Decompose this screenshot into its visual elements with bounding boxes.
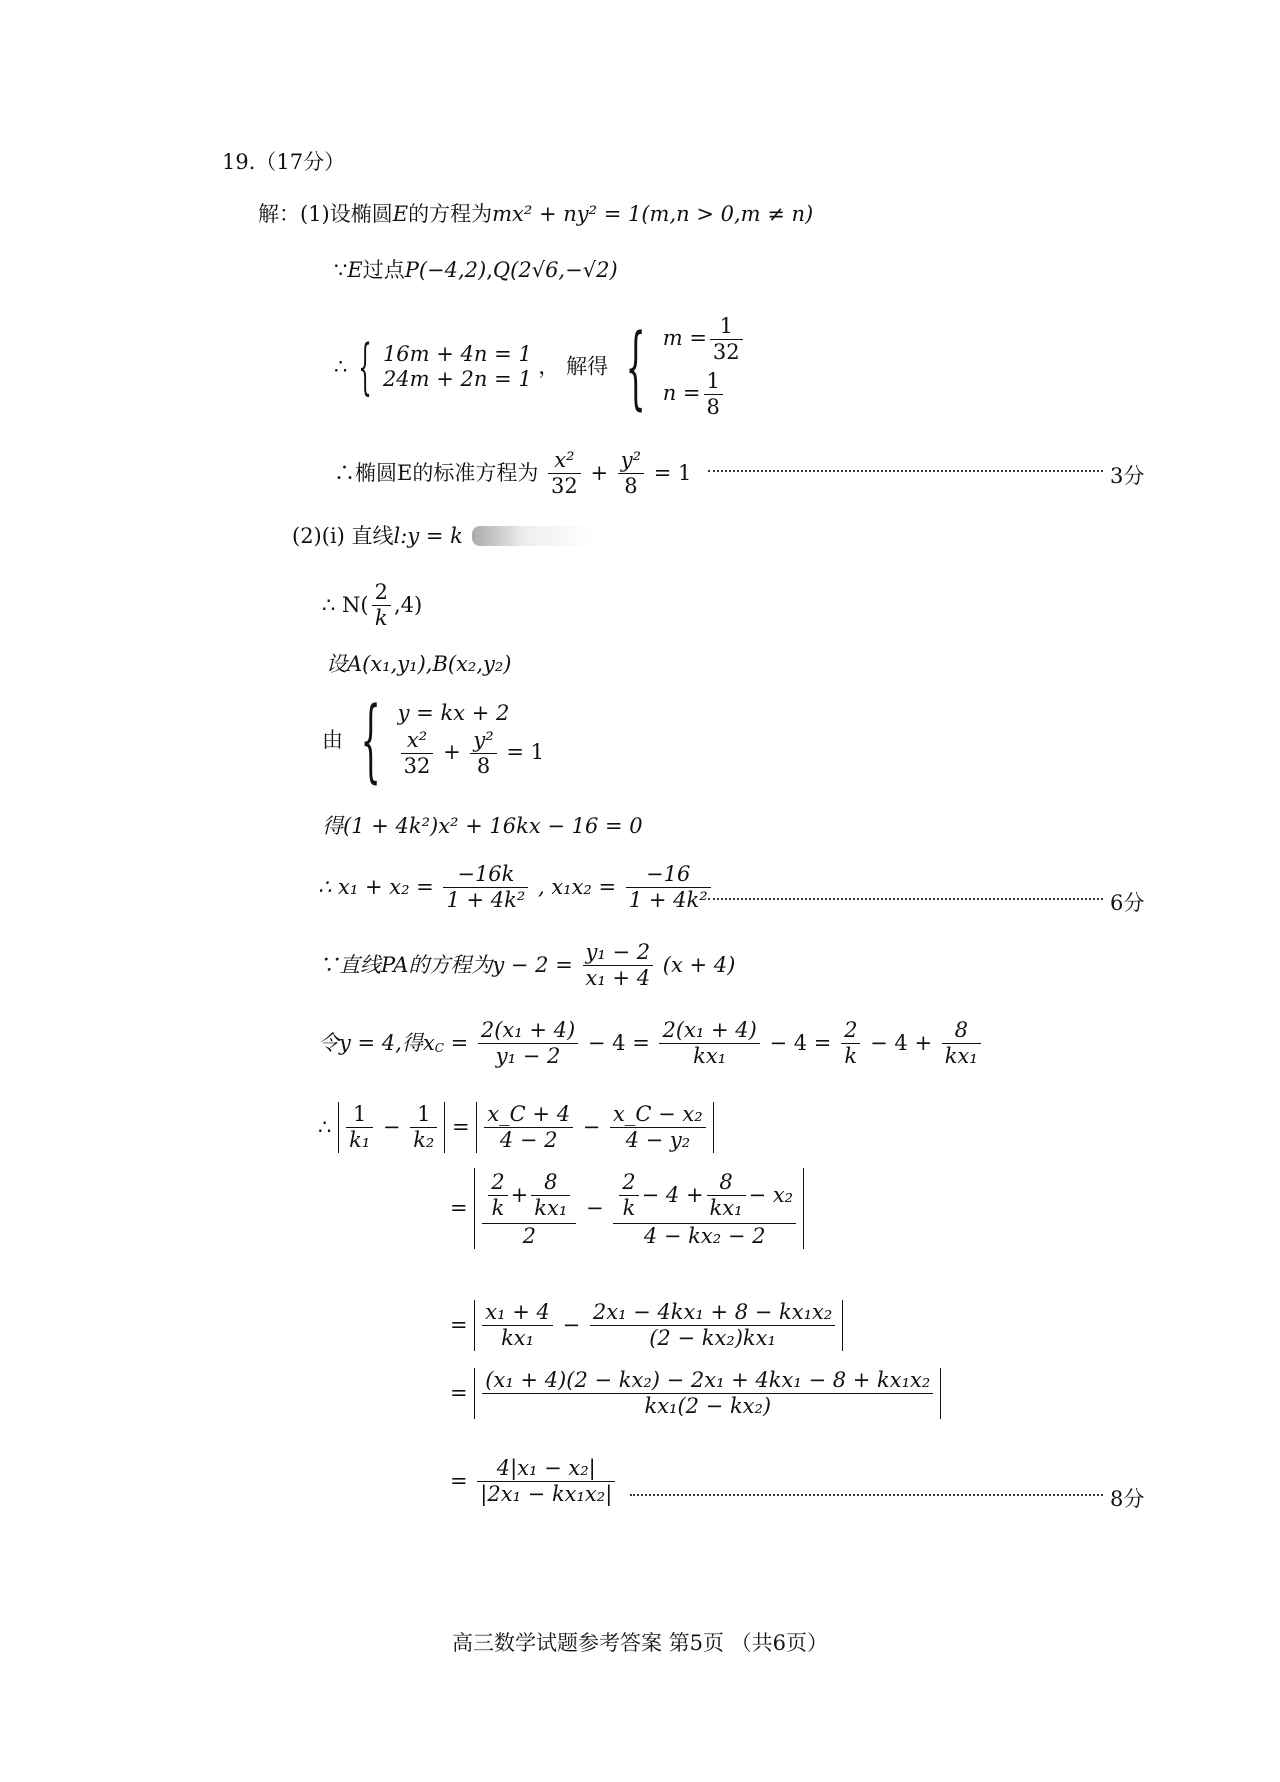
r3-minus: − (562, 1313, 581, 1337)
system-line (334, 312, 746, 422)
system-eq-2: 24m + 2n = 1 (382, 367, 532, 391)
point-p: P(−4,2) (404, 258, 487, 282)
part1-intro (258, 204, 813, 225)
set-text: 设椭圆 (329, 202, 393, 226)
r2-8-num: 8 (531, 1170, 570, 1196)
standard-text: ∴椭圆E的标准方程为 (334, 461, 539, 485)
pa-num: y₁ − 2 (583, 940, 654, 966)
m-den: 32 (712, 340, 740, 364)
m-fraction (710, 314, 743, 365)
vieta-num1: −16k (443, 862, 528, 888)
vieta-mid: , x₁x₂ = (537, 875, 617, 899)
r2-right-den: 4 − kx₂ − 2 (643, 1224, 766, 1248)
r2-2k-b (619, 1170, 638, 1221)
inv-k1 (346, 1102, 373, 1153)
xc-den3: k (844, 1044, 858, 1068)
problem-number (222, 152, 345, 173)
r5-den: |2x₁ − kx₁x₂| (480, 1482, 613, 1506)
through-text: 过点 (362, 258, 405, 282)
ellipse-name: E (392, 202, 409, 226)
vieta-den2: 1 + 4k² (628, 888, 708, 912)
smudge-mark (472, 526, 622, 546)
ellipse-conditions: (m,n > 0,m ≠ n) (641, 202, 814, 226)
left-brace-3: { (360, 688, 381, 793)
eq-text: 的方程为 (408, 202, 493, 226)
abs-row-1 (318, 1102, 714, 1153)
xc-frac3 (841, 1018, 860, 1069)
point-n-line (322, 580, 422, 631)
n-num: 1 (704, 369, 723, 395)
sys-y2-den: 8 (476, 753, 491, 778)
r2-2k-b-den: k (622, 1196, 636, 1220)
solve-text: ， 解得 (538, 354, 609, 379)
r2-2k (488, 1170, 507, 1221)
part2-label: (2)(i) 直线 (292, 524, 394, 548)
abs-row-2 (450, 1168, 804, 1249)
xc-den1: y₁ − 2 (495, 1044, 561, 1068)
r5-num: 4|x₁ − x₂| (477, 1456, 615, 1482)
xc-num2: 2(x₁ + 4) (659, 1018, 759, 1044)
k-diff-abs (338, 1102, 445, 1153)
system-eq-1: 16m + 4n = 1 (382, 342, 532, 366)
abs-row-3 (450, 1300, 843, 1351)
r1-den-a: 4 − 2 (499, 1128, 558, 1152)
problem-score: （17分） (255, 150, 346, 174)
r3-num-a: x₁ + 4 (482, 1300, 553, 1326)
m-num: 1 (710, 314, 743, 340)
page-footer: 高三数学试题参考答案 第5页 （共6页） (451, 1631, 829, 1655)
problem-number-text: 19. (222, 150, 256, 174)
set-ab-line (326, 654, 511, 675)
r2-frac-left (482, 1168, 576, 1249)
inv-k2-num: 1 (410, 1102, 437, 1128)
r1-num-b: x_C − x₂ (610, 1102, 706, 1128)
minus4-plus: − 4 + (870, 1031, 933, 1055)
solution-values (663, 312, 746, 422)
inv-k1-den: k₁ (349, 1128, 371, 1152)
minus4-2: − 4 = (769, 1031, 832, 1055)
let-y: 令y = 4,得x (318, 1031, 435, 1055)
part2-line-def (292, 526, 463, 547)
sys-x2-num: x² (401, 728, 434, 754)
m-eq: m = (662, 326, 707, 350)
ellipse-name-2: E (347, 258, 363, 282)
r1-num-a: x_C + 4 (484, 1102, 573, 1128)
inv-k2-den: k₂ (413, 1128, 435, 1152)
r2-plus: + (510, 1183, 529, 1207)
x2-den: 32 (551, 474, 578, 498)
from-text: 由 (322, 728, 343, 752)
r2-num-tail: − x₂ (748, 1183, 794, 1207)
r2-minus: − (585, 1196, 604, 1220)
dotted-leader-3 (708, 470, 1103, 472)
r2-8kx1 (531, 1170, 570, 1221)
n-fraction-2k (372, 580, 391, 631)
pa-prefix: ∵直线PA的方程为y − 2 = (318, 953, 573, 977)
n-solution (663, 367, 746, 422)
r1-frac-a (484, 1102, 573, 1153)
ellipse-general-eq: mx² + ny² = 1 (492, 202, 642, 226)
solve-prefix: 解： (258, 202, 300, 226)
left-brace: { (358, 332, 372, 402)
r2-2k-b-num: 2 (619, 1170, 638, 1196)
r3-den-b: (2 − kx₂)kx₁ (649, 1326, 776, 1350)
xc-line (318, 1018, 984, 1069)
xc-den4: kx₁ (944, 1044, 978, 1068)
xc-num1: 2(x₁ + 4) (478, 1018, 578, 1044)
r4-abs (474, 1368, 941, 1419)
r3-abs (474, 1300, 843, 1351)
r3-frac-b (590, 1300, 835, 1351)
r5-frac (477, 1456, 615, 1507)
r1-minus: − (582, 1115, 601, 1139)
r2-8-b-num: 8 (707, 1170, 746, 1196)
r1-den-b: 4 − y₂ (625, 1128, 691, 1152)
n-prefix: ∴ N( (322, 593, 369, 617)
y2-num: y² (618, 448, 644, 474)
plus-sign-2: + (443, 739, 461, 764)
vieta-prod-frac (626, 862, 711, 913)
sys-x2-frac (401, 728, 434, 779)
vieta-num2: −16 (626, 862, 711, 888)
standard-equation-line (334, 448, 691, 499)
score-6: 6分 (1110, 891, 1145, 915)
r2-8kx1-b (707, 1170, 746, 1221)
point-q: Q(2√6,−√2) (492, 258, 618, 282)
pa-suffix: (x + 4) (662, 953, 736, 977)
inv-k2 (410, 1102, 437, 1153)
n-frac-num: 2 (372, 580, 391, 606)
set-ab: 设A(x₁,y₁),B(x₂,y₂) (326, 652, 512, 676)
dotted-leader-8 (630, 1494, 1103, 1496)
std-tail: = 1 (653, 461, 692, 485)
xc-frac2 (659, 1018, 759, 1069)
sys-x2-den: 32 (403, 753, 431, 778)
abs-therefore: ∴ (318, 1115, 332, 1139)
because-symbol: ∵ (334, 258, 348, 282)
score-3: 3分 (1110, 464, 1145, 488)
plus-sign: + (590, 461, 609, 485)
r3-frac-a (482, 1300, 553, 1351)
ellipse-eq (398, 726, 544, 781)
system2-line (322, 688, 544, 793)
r4-frac (482, 1368, 933, 1419)
vieta-den1: 1 + 4k² (446, 888, 526, 912)
system-equations (383, 342, 532, 392)
r3-den-a: kx₁ (501, 1326, 535, 1350)
eq-3: = (450, 1196, 468, 1220)
pa-frac (583, 940, 654, 991)
m-solution (663, 312, 746, 367)
minus-k: − (382, 1115, 401, 1139)
eq-5: = (450, 1381, 468, 1405)
r1-abs (476, 1102, 713, 1153)
r2-2k-den: k (491, 1196, 505, 1220)
part1-label: (1) (300, 202, 330, 226)
vieta-sum-frac (443, 862, 528, 913)
sys-y2-num: y² (470, 728, 496, 754)
r2-frac-right (613, 1168, 796, 1249)
minus4-1: − 4 = (587, 1031, 650, 1055)
vieta-prefix: ∴ x₁ + x₂ = (318, 875, 434, 899)
abs-row-5 (450, 1456, 618, 1507)
dotted-leader-6 (708, 898, 1103, 900)
inv-k1-num: 1 (346, 1102, 373, 1128)
xc-sub: C (434, 1041, 444, 1055)
r2-2k-num: 2 (488, 1170, 507, 1196)
r2-abs (474, 1168, 804, 1249)
n-eq: n = (662, 381, 701, 405)
n-den: 8 (706, 395, 720, 419)
xc-den2: kx₁ (693, 1044, 727, 1068)
x2-num: x² (548, 448, 581, 474)
xc-num3: 2 (841, 1018, 860, 1044)
score-8: 8分 (1110, 1487, 1145, 1511)
xc-num4: 8 (942, 1018, 981, 1044)
n-fraction (704, 369, 723, 420)
pa-den: x₁ + 4 (585, 966, 651, 990)
xc-frac1 (478, 1018, 578, 1069)
passes-through-line: ∵E过点P(−4,2),Q(2√6,−√2) (334, 258, 618, 282)
eq-2: = (452, 1115, 470, 1139)
r3-num-b: 2x₁ − 4kx₁ + 8 − kx₁x₂ (590, 1300, 835, 1326)
n-suffix: ,4) (393, 593, 423, 617)
r4-den: kx₁(2 − kx₂) (644, 1394, 772, 1418)
line-eq: y = kx + 2 (397, 700, 510, 725)
r2-right-num (613, 1168, 796, 1224)
sys-tail: = 1 (506, 739, 544, 764)
r1-frac-b (610, 1102, 706, 1153)
r2-left-num (482, 1168, 576, 1224)
y2-den: 8 (624, 474, 638, 498)
r4-num: (x₁ + 4)(2 − kx₂) − 2x₁ + 4kx₁ − 8 + kx₁x₂ (482, 1368, 933, 1394)
line-equation: l:y = k (393, 524, 463, 548)
eq-6: = (450, 1469, 468, 1493)
left-brace-2: { (625, 314, 646, 420)
quadratic-line (322, 816, 643, 837)
sys-y2-frac (470, 728, 496, 779)
x2-fraction (548, 448, 581, 499)
r2-num-mid: − 4 + (641, 1183, 704, 1207)
r2-kx1-b-den: kx₁ (709, 1196, 743, 1220)
xc-frac4 (942, 1018, 981, 1069)
eq-4: = (450, 1313, 468, 1337)
n-frac-den: k (374, 606, 388, 630)
therefore-symbol: ∴ (334, 354, 348, 379)
r2-left-den: 2 (522, 1224, 536, 1248)
eq-1: = (450, 1031, 469, 1055)
y2-fraction (618, 448, 644, 499)
vieta-line (318, 862, 714, 913)
quadratic-eq: 得(1 + 4k²)x² + 16kx − 16 = 0 (322, 814, 643, 838)
r2-kx1-den: kx₁ (534, 1196, 568, 1220)
abs-row-4 (450, 1368, 941, 1419)
system2-equations (398, 701, 544, 781)
pa-line (318, 940, 735, 991)
